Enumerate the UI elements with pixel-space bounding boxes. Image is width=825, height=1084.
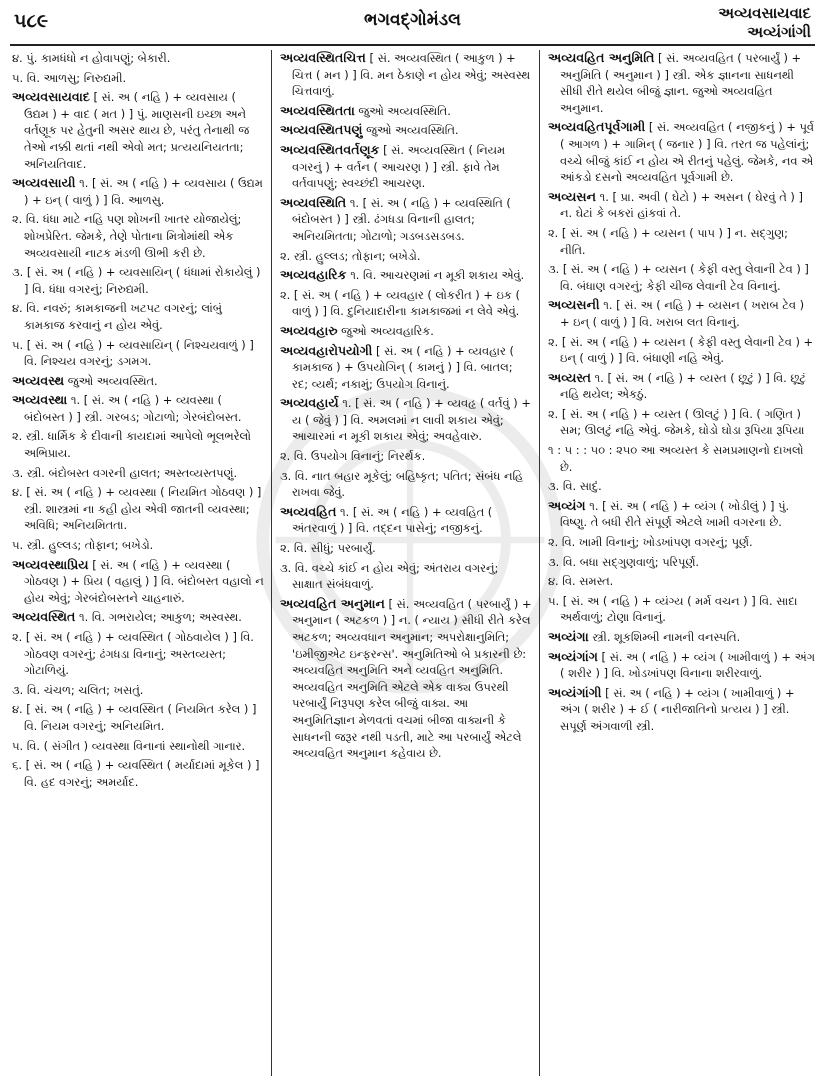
headword: અવ્યવહિત	[280, 503, 337, 519]
headword: અવ્યવસાયી	[12, 175, 76, 191]
entry-sense	[12, 701, 264, 734]
entry-sense	[548, 554, 816, 571]
guide-words	[718, 4, 811, 42]
definition-text: ૨. [ સં. અ ( નહિ ) + વ્યસન ( કેફી વસ્તુ લેવાની ટેવ ) + ઇન્ ( વાળું ) ] વિ. બંધાણી નહિ એવું.	[548, 334, 814, 366]
column-divider-2	[539, 50, 540, 1076]
headword: અવ્યવહારુ	[280, 322, 338, 338]
entry-sense	[548, 442, 816, 475]
headword: અવ્યવસ્થિતિ	[280, 194, 347, 210]
entry-sense	[280, 248, 532, 265]
running-title: ભગવદ્ગોમંડલ	[364, 10, 461, 30]
definition-text: ૩. વિ. ચંચળ; ચલિત; ખસતું.	[12, 682, 144, 697]
definition-text: ૧. [ સં. અ ( નહિ ) + વ્યવહૃ ( વર્તવું ) + ય ( જેવું ) ] વિ. અમલમાં ન લાવી શકાય એવું; આચારમાં ન મૂકી શકાય એવું; અવહેવારુ.	[292, 396, 531, 444]
entry-sense	[548, 334, 816, 367]
definition-text: ૧. [ સં. અ ( નહિ ) + વ્યંગ ( ખોડીલું ) ] પું. વિષ્ણુ. તે બધી રીતે સંપૂર્ણ એટલે ખામી વગરના છે.	[560, 498, 790, 530]
headword: અવ્યવહારોપયોગી	[280, 342, 373, 358]
entry-sense	[12, 70, 264, 87]
dictionary-entry	[280, 195, 532, 245]
dictionary-entry	[12, 89, 264, 172]
definition-text: ૩. વિ. નાત બહાર મૂકેલું; બહિષ્કૃત; પતિત; સંબંધ નહિ રાખવા જેવું.	[280, 468, 524, 500]
entry-sense	[12, 757, 264, 790]
entry-sense	[12, 300, 264, 333]
definition-text: ૧. [ સં. અ ( નહિ ) + વ્યસન ( ખરાબ ટેવ ) + ઇન્ ( વાળું ) ] વિ. ખરાબ લત વિનાનું.	[560, 298, 805, 329]
entry-sense	[12, 682, 264, 699]
page-header	[0, 0, 825, 44]
definition-text: ૪. વિ. નવરું; કામકાજની ખટપટ વગરનું; લાંબું કામકાજ કરવાનું ન હોય એવું.	[12, 301, 222, 332]
definition-text: ૫. [ સં. અ ( નહિ ) + વ્યવસાયિન્ ( નિશ્ચયવાળું ) ] વિ. નિશ્ચય વગરનું; ડગમગ.	[12, 337, 254, 369]
definition-text: ૧ : ૫ : : ૫૦ : ૨૫૦ આ અવ્યસ્ત કે સમપ્રમાણનો દાખલો છે.	[548, 443, 804, 474]
definition-text: ૫. [ સં. અ ( નહિ ) + વ્યંગ્ય ( મર્મ વચન ) ] વિ. સાદા અર્થવાળું; ટોણા વિનાનું.	[548, 593, 798, 625]
entry-sense	[548, 225, 816, 258]
entry-sense	[280, 468, 532, 501]
definition-text: [ સં. અ ( નહિ ) + વ્યંગ ( ખામીવાળું ) + અંગ ( શરીર ) + ઈ ( નારીજાતિનો પ્રત્યય ) ] સ્ત્રી. સપૂર્ણ અંગવાળી સ્ત્રી.	[560, 685, 795, 733]
definition-text: ૨. વિ. સીધું; પરબાર્યું.	[280, 541, 376, 556]
definition-text: ૧. વિ. આચરણમાં ન મૂકી શકાય એવું.	[346, 268, 525, 283]
dictionary-entry	[280, 103, 532, 120]
dictionary-entry	[280, 142, 532, 192]
entry-sense	[12, 264, 264, 297]
headword: અવ્યસ્ત	[548, 369, 592, 385]
dictionary-entry	[548, 498, 816, 531]
definition-text: ૨. [ સં. અ ( નહિ ) + વ્યવહાર ( લોકરીત ) + ઇક ( વાળું ) ] વિ. દુનિયાદારીના કામકાજમાં ન લેવે એવું.	[280, 287, 520, 319]
definition-text: ૪. [ સં. અ ( નહિ ) + વ્યવસ્થિત ( નિયમિત કરેલ ) ] વિ. નિયમ વગરનું; અનિયમિત.	[12, 702, 257, 733]
definition-text: [ સં. અ ( નહિ ) + વ્યંગ ( ખામીવાળું ) + અંગ ( શરીર ) ] વિ. ખોડખાંપણ વિનાના શરીરવાળું.	[560, 649, 815, 681]
definition-text: ૩. [ સં. અ ( નહિ ) + વ્યવસાયિન્ ( ધંધામાં રોકાયેલું ) ] વિ. ધંધા વગરનું; નિરુદ્યમી.	[12, 265, 261, 296]
dictionary-entry	[548, 649, 816, 682]
dictionary-entry	[280, 596, 532, 762]
headword: અવ્યવસ્થિતતા	[280, 102, 355, 118]
definition-text: ૨. વિ. ખામી વિનાનું; ખોડખાંપણ વગરનું; પૂર્ણ.	[548, 535, 753, 550]
definition-text: ૩. [ સં. અ ( નહિ ) + વ્યસન ( કેફી વસ્તુ લેવાની ટેવ ) ] વિ. બંધાણ વગરનું; કેફી ચીજ લેવાની ટેવ વિનાનું.	[548, 262, 809, 293]
column-2	[280, 50, 532, 1078]
definition-text: ૧. [ સં. અ ( નહિ ) + વ્યવહિત ( અંતરવાળું ) ] વિ. તદ્દન પાસેનું; નજીકનું.	[292, 504, 493, 536]
dictionary-entry	[548, 370, 816, 403]
definition-text: ૨. સ્ત્રી. ધાર્મિક કે દીવાની કાયદામાં આપેલો ભૂલભરેલો અભિપ્રાય.	[12, 429, 252, 461]
headword: અવ્યસન	[548, 188, 597, 204]
dictionary-entry	[280, 267, 532, 284]
headword: અવ્યંગાંગી	[548, 684, 602, 700]
entry-sense	[548, 261, 816, 294]
definition-text: [ સં. અ ( નહિ ) + વ્યવસાય ( ઉદ્યમ ) + વાદ ( મત ) ] પું. માણસની ઇચ્છા અને વર્તણૂક પર હેતુની અસર થાય છે, પરંતુ તેનાથી જ તેઓ નક્કી થતાં નથી એવો મત; પ્રત્યયનિયતતા; અનિયતિવાદ.	[24, 90, 250, 171]
dictionary-entry	[280, 122, 532, 139]
definition-text: ૨. વિ. ધંધા માટે નહિ પણ શોખની ખાતર યોજાયેલું; શોખપ્રેરિત. જેમકે, તેણે પોતાના મિત્રોમાંથી એક અવ્યવસાયી નાટક મંડળી ઊભી કરી છે.	[12, 212, 242, 260]
headword: અવ્યંગાંગ	[548, 648, 598, 664]
headword: અવ્યવહાર્ય	[280, 395, 339, 411]
dictionary-entry	[548, 189, 816, 222]
dictionary-entry	[280, 323, 532, 340]
guide-word-first: અવ્યવસાયવાદ	[718, 4, 811, 22]
dictionary-entry	[12, 609, 264, 626]
definition-text: ૫. વિ. આળસુ; નિરુદ્યમી.	[12, 70, 127, 85]
headword: અવ્યવહારિક	[280, 267, 347, 283]
definition-text: ૧. [ સં. અ ( નહિ ) + વ્યવસ્થિતિ ( બંદોબસ્ત ) ] સ્ત્રી. ઢંગધડા વિનાની હાલત; અનિયમિતતા; ગોટાળો; ગડબડસડબડ.	[292, 195, 511, 243]
headword: અવ્યવસ્થાપ્રિય	[12, 556, 89, 572]
definition-text: [ સં. અ ( નહિ ) + વ્યવહાર ( કામકાજ ) + ઉપયોગિન્ ( કામનું ) ] વિ. બાતલ; રદ; વ્યર્થ; નકામું; ઉપયોગ વિનાનું.	[292, 343, 514, 391]
dictionary-entry	[280, 395, 532, 445]
definition-text: [ સં. અવ્યવસ્થિત ( નિયમ વગરનું ) + વર્તન ( આચરણ ) ] સ્ત્રી. ફાવે તેમ વર્તવાપણું; સ્વચ્છંદી આચરણ.	[292, 142, 506, 191]
definition-text: જુઓ અવ્યવસ્થિતિ.	[354, 103, 451, 118]
headword: અવ્યંગા	[548, 629, 589, 644]
definition-text: ૫. સ્ત્રી. હુલ્લડ; તોફાન; બખેડો.	[12, 538, 154, 553]
dictionary-entry	[548, 685, 816, 735]
definition-text: [ સં. અવ્યવહિત ( નજીકનું ) + પૂર્વ ( આગળ ) + ગામિન્ ( જનાર ) ] વિ. તરત જ પહેલાંનું; વચ્ચે બીજું કાંઈ ન હોય એ રીતનું પહેલું. જેમકે, નવ એ આંકડો દસનો અવ્યવહિત પૂર્વગામી છે.	[560, 120, 814, 185]
definition-text: ૪. [ સં. અ ( નહિ ) + વ્યવસ્થા ( નિયમિત ગોઠવણ ) ] સ્ત્રી. શાસ્ત્રમાં ના કહી હોય એવી જાતની વ્યવસ્થા; અવિધિ; અનિયમિતતા.	[12, 485, 262, 533]
headword: અવ્યવહિત અનુમિતિ	[548, 50, 655, 65]
headword: અવ્યવસ્થિતચિત્ત	[280, 50, 366, 65]
headword: અવ્યવસ્થિતવર્તણૂક	[280, 141, 380, 157]
entry-sense	[12, 337, 264, 370]
guide-word-last: અવ્યંગાંગી	[747, 23, 811, 41]
definition-text: જુઓ અવ્યવસ્થિતિ.	[362, 123, 459, 138]
definition-text: ૧. [ પ્રા. અવી ( ઘેટો ) + અસન ( ઘેરવું તે ) ] ન. ઘેટાં કે બકરાં હાંકવાં તે.	[560, 189, 803, 221]
dictionary-entry	[548, 629, 816, 646]
column-3	[548, 50, 816, 1078]
headword: અવ્યવસ્થિતપણું	[280, 122, 363, 138]
entry-sense	[280, 560, 532, 593]
definition-text: [ સં. અવ્યવસ્થિત ( આકુળ ) + ચિત્ત ( મન ) ] વિ. મન ઠેકાણે ન હોય એવું; અસ્વસ્થ ચિત્તવાળું.	[292, 51, 531, 99]
headword: અવ્યવહિતપૂર્વગામી	[548, 119, 646, 135]
definition-text: ૨. [ સં. અ ( નહિ ) + વ્યસન ( પાપ ) ] ન. સદ્ગુણ; નીતિ.	[548, 225, 789, 257]
definition-text: ૩. સ્ત્રી. બંદોબસ્ત વગરની હાલત; અસ્તવ્યસ્તપણું.	[12, 465, 238, 480]
definition-text: ૨. [ સં. અ ( નહિ ) + વ્યસ્ત ( ઊલટું ) ] વિ. ( ગણિત ) સમ; ઊલટું નહિ એવું. જેમકે, ઘોડો ઘોડા રૂપિયા રૂપિયા	[548, 406, 805, 438]
entry-sense	[548, 573, 816, 590]
definition-text: ૧. [ સં. અ ( નહિ ) + વ્યવસ્થા ( બંદોબસ્ત ) ] સ્ત્રી. ગરબડ; ગોટાળો; ગેરબંદોબસ્ત.	[24, 393, 242, 424]
definition-text: જુઓ અવ્યવહારિક.	[337, 323, 434, 338]
dictionary-entry	[548, 119, 816, 185]
entry-sense	[12, 484, 264, 534]
definition-text: ૨. વિ. ઉપયોગ વિનાનું; નિરર્થક.	[280, 449, 426, 464]
entry-sense	[12, 50, 264, 67]
headword: અવ્યવસ્થ	[12, 372, 65, 388]
headword: અવ્યવસાયવાદ	[12, 89, 90, 105]
dictionary-entry	[548, 50, 816, 116]
headword: અવ્યંગ	[548, 497, 586, 513]
dictionary-entry	[12, 392, 264, 425]
dictionary-entry	[280, 343, 532, 393]
definition-text: ૧. [ સં. અ ( નહિ ) + વ્યસ્ત ( છૂટું ) ] વિ. છૂટું નહિ થયેલ; એકઠું.	[560, 370, 806, 402]
definition-text: ૩. વિ. સાદું.	[548, 479, 602, 494]
definition-text: ૪. પું. કામધંધો ન હોવાપણું; બેકારી.	[12, 51, 171, 65]
dictionary-entry	[12, 175, 264, 208]
entry-sense	[548, 534, 816, 551]
page-number: ૫૮૯	[14, 10, 49, 32]
definition-text: ૧. [ સં. અ ( નહિ ) + વ્યવસાય ( ઉદ્યમ ) + ઇન્ ( વાળું ) ] વિ. આળસુ.	[24, 176, 263, 207]
definition-text: સ્ત્રી. શૂકશિમ્બી નામની વનસ્પતિ.	[588, 630, 741, 644]
definition-text: ૫. વિ. ( સંગીત ) વ્યવસ્થા વિનાનાં સ્થાનોથી ગાનાર.	[12, 738, 246, 753]
entry-sense	[12, 537, 264, 554]
column-divider-1	[271, 50, 272, 1076]
entry-sense	[12, 738, 264, 755]
definition-text: [ સં. અવ્યવહિત ( પરબાર્યું ) + અનુમાન ( અટકળ ) ] ન. ( ન્યાય ) સીધી રીતે કરેલ અટકળ; અવ્યવધાન અનુમાન; અપરોક્ષાનુમિતિ; 'ઇમીજીએટ ઇન્ફરન્સ'. અનુમિતિઓ બે પ્રકારની છે: અવ્યવહિત અનુમિતિ અને વ્યવહિત અનુમિતિ. અવ્યવહિત અનુમિતિ એટલે એક વાક્ય ઉપરથી પરબાર્યું નિરૂપણ કરેલ બીજું વાક્ય. આ અનુમિતિજ્ઞાન મેળવતાં વચમાં બીજા વાક્યની કે સાધનની જરૂર નથી પડતી, માટે આ પરબાર્યું એટલે અવ્યવહિત અનુમાન કહેવાય છે.	[292, 596, 532, 761]
dictionary-entry	[12, 557, 264, 607]
entry-sense	[280, 287, 532, 320]
headword: અવ્યવસ્થિત	[12, 609, 76, 625]
dictionary-entry	[12, 373, 264, 390]
definition-text: ૨. [ સં. અ ( નહિ ) + વ્યવસ્થિત ( ગોઠવાયેલ ) ] વિ. ગોઠવણ વગરનું; ઢંગધડા વિનાનું; અસ્તવ્યસ્ત; ગોટાળિયું.	[12, 630, 254, 678]
column-1	[12, 50, 264, 1078]
entry-sense	[280, 448, 532, 465]
definition-text: ૧. વિ. ગભરાયેલ; આકુળ; અસ્વસ્થ.	[75, 610, 242, 625]
headword: અવ્યવહિત અનુમાન	[280, 595, 385, 611]
dictionary-entry	[548, 297, 816, 330]
entry-sense	[12, 629, 264, 679]
definition-text: ૬. [ સં. અ ( નહિ ) + વ્યવસ્થિત ( મર્યાદામાં મૂકેલ ) ] વિ. હદ વગરનું; અમર્યાદ.	[12, 758, 260, 789]
entry-sense	[12, 465, 264, 482]
header-rule	[10, 44, 815, 46]
definition-text: ૪. વિ. સમસ્ત.	[548, 574, 614, 589]
headword: અવ્યવસ્થા	[12, 392, 68, 408]
entry-sense	[280, 540, 532, 557]
dictionary-entry	[280, 50, 532, 100]
entry-sense	[12, 211, 264, 261]
definition-text: ૩. વિ. બધા સદ્ગુણવાળું; પરિપૂર્ણ.	[548, 554, 700, 569]
entry-sense	[12, 428, 264, 461]
entry-sense	[548, 593, 816, 626]
definition-text: [ સં. અવ્યવહિત ( પરબાર્યું ) + અનુમિતિ ( અનુમાન ) ] સ્ત્રી. એક જ્ઞાનના સાધનથી સીધી રીતે થયેલ બીજું જ્ઞાન. જુઓ અવ્યવહિત અનુમાન.	[560, 51, 802, 115]
definition-text: [ સં. અ ( નહિ ) + વ્યવસ્થા ( ગોઠવણ ) + પ્રિય ( વહાલું ) ] વિ. બંદોબસ્ત વહાલો ન હોય એવું; ગેરબંદોબસ્તને ચાહનારું.	[24, 557, 264, 605]
entry-sense	[548, 478, 816, 495]
dictionary-entry	[280, 504, 532, 537]
definition-text: ૩. વિ. વચ્ચે કાંઈ ન હોય એવું; અંતરાય વગરનું; સાક્ષાત સંબંધવાળું.	[280, 560, 499, 592]
definition-text: જુઓ અવ્યવસ્થિત.	[64, 373, 158, 388]
headword: અવ્યસની	[548, 297, 600, 313]
entry-sense	[548, 406, 816, 439]
definition-text: ૨. સ્ત્રી. હુલ્લડ; તોફાન; બખેડો.	[280, 248, 421, 263]
